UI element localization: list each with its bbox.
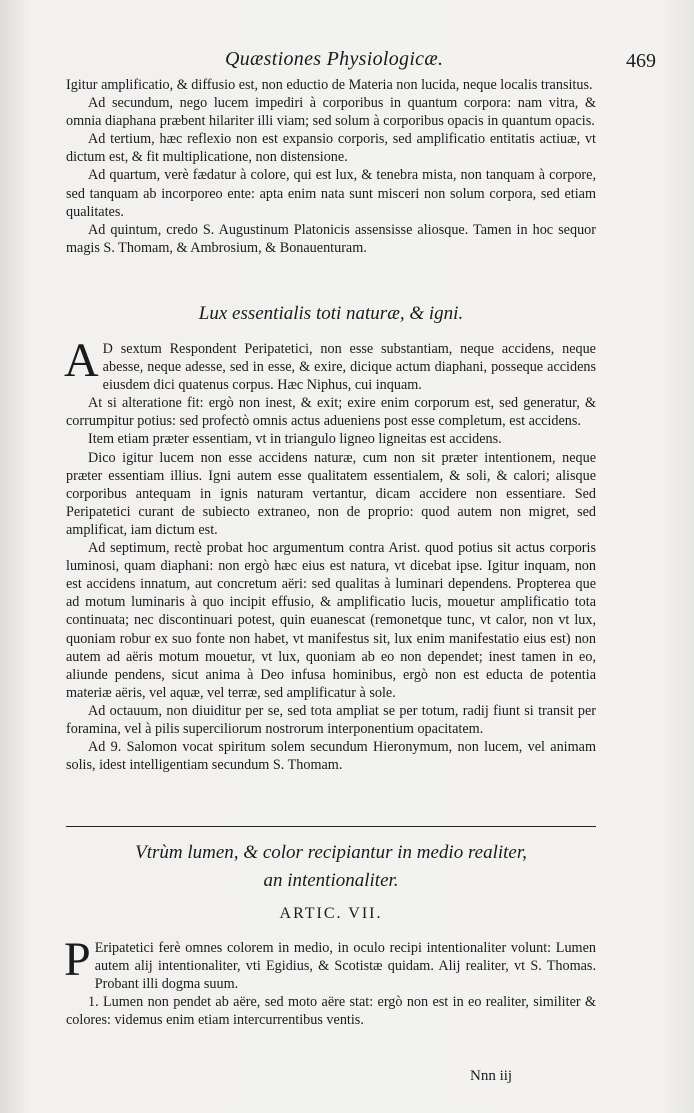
paragraph: Ad 9. Salomon vocat spiritum solem secundum Hieronymum, non lucem, vel animam solis, idest intelligentiam secundum S. Thomam. (66, 739, 596, 774)
section-divider (66, 826, 596, 827)
paragraph: Item etiam præter essentiam, vt in triangulo ligneo ligneitas est accidens. (88, 431, 502, 448)
paragraph: Igitur amplificatio, & diffusio est, non eductio de Materia non lucida, neque localis transitus. (66, 77, 593, 93)
paragraph-text: D sextum Respondent Peripatetici, non esse substantiam, neque accidens, neque abesse, neque adesse, sed in esse, & exire, dicique actum diaphani, posseque accidens eiusdem dici quatenus corpus. Hæc Niphus, cui inquam. (102, 341, 596, 394)
question-heading-line1: Vtrùm lumen, & color recipiantur in medio realiter, (135, 842, 527, 863)
signature-mark: Nnn iij (470, 1068, 513, 1084)
paragraph-text: Eripatetici ferè omnes colorem in medio, in oculo recipi intentionaliter volunt: Lumen autem alij intentionaliter, vti Egidius, & Scotistæ quidam. Alij realiter, vt S. Thomas. Probant illi dogma suum. (94, 940, 596, 993)
paragraph: Ad tertium, hæc reflexio non est expansio corporis, sed amplificatio entitatis actiuæ, vt dictum est, & fit multiplicatione, non distensione. (66, 131, 596, 166)
article-label: ARTIC. VII. (279, 905, 383, 922)
page-header (0, 44, 694, 72)
numbered-paragraph: 1. Lumen non pendet ab aëre, sed moto aëre stat: ergò non est in eo realiter, similiter & colores: videmus enim etiam intercurrentibus ventis. (66, 994, 596, 1029)
paragraph: Dico igitur lucem non esse accidens naturæ, cum non sit præter intentionem, neque præter essentiam illius. Igni autem esse qualitatem essentialem, & soli, & calori; alisque corporibus antequam in ignis naturam vertantur, dicam accidere non essentiare. Sed Peripatetici curant de subiecto extraneo, non de proprio: quod autem non migret, sed amplificat, iam dictum est. (66, 449, 596, 538)
question-heading-line2: an intentionaliter. (263, 870, 399, 891)
paragraph (64, 334, 596, 394)
running-head: Quæstiones Physiologicæ. (225, 48, 444, 70)
paragraph: Ad quintum, credo S. Augustinum Platonicis assensisse aliosque. Tamen in hoc sequor magis S. Thomam, & Ambrosium, & Bonauenturam. (66, 221, 596, 256)
paragraph (64, 933, 596, 993)
section-article-vii (64, 933, 596, 1029)
section-responses (66, 76, 596, 257)
page-number: 469 (626, 50, 656, 72)
paragraph: Ad septimum, rectè probat hoc argumentum contra Arist. quod potius sit actus corporis luminosi, quam diaphani: non ergò hæc eius est natura, vt dicebat ipse. Igitur inquam, non est accidens innatum, aut concretum aëri: sed qualitas à luminari dependens. Propterea que ad motum luminaris à quo incipit effusio, & amplificatio lucis, mouetur amplificatio tota continuata; nec discontinuari potest, quin euanescat (remonetque tunc, vt calor, non vt lux, quoniam robur ex suo fonte non habet, vt manifestus sit, lux enim manifestatio eius est) non autem ad aëris motum mouetur, vt lux, quoniam ab eo non dependet; inest tamen in eo, aliunde pendens, sicut anima à Deo infusa hominibus, ergò non est educta de potentia materiæ aëris, vel aquæ, vel terræ, sed amplificatur à sole. (66, 540, 596, 701)
section-heading: Lux essentialis toti naturæ, & igni. (198, 303, 464, 324)
drop-cap: A (64, 334, 99, 387)
paragraph: Ad octauum, non diuiditur per se, sed tota ampliat se per totum, radij fiunt si transit per foramina, vel à pilis superciliorum nostrorum interponentium opacitatem. (66, 702, 596, 737)
paragraph: Ad quartum, verè fædatur à colore, qui est lux, & tenebra mista, non tanquam à corpore, sed tanquam ab incorporeo ente: apta enim nata sunt misceri non solum corpora, sed etiam qualitates. (66, 167, 596, 220)
drop-cap: P (64, 933, 91, 986)
paragraph: At si alteratione fit: ergò non inest, & exit; exire enim corporum est, sed generatur, & corrumpitur potius: sed profectò omnis actus adueniens post esse completum, est accidens. (66, 395, 596, 430)
section-lux (64, 334, 596, 774)
paragraph: Ad secundum, nego lucem impediri à corporibus in quantum corpora: nam vitra, & omnia diaphana præbent hilariter illi viam; sed solum à corporibus opacis in quantum opacis. (66, 95, 596, 130)
